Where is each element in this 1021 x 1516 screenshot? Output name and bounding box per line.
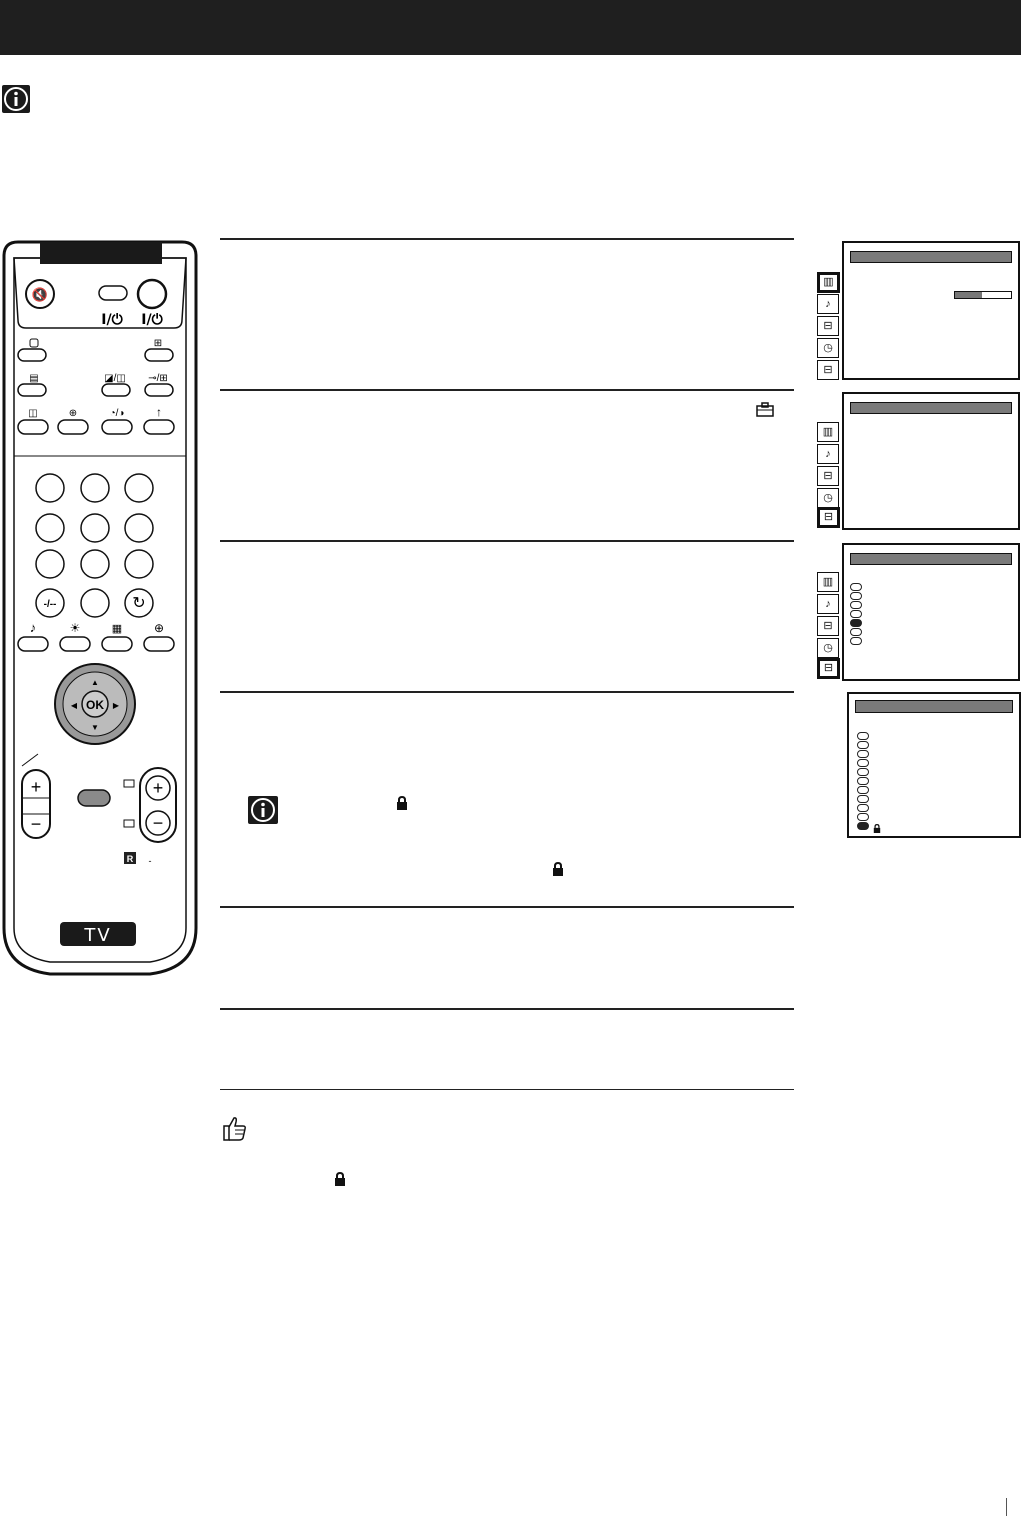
timer-icon: ◷ — [817, 488, 839, 508]
padlock-icon — [552, 862, 564, 876]
osd-title-bar — [855, 700, 1013, 713]
osd-title-bar — [850, 402, 1012, 414]
music-note-icon: ♪ — [817, 444, 839, 464]
toolbox-icon: ⊟ — [817, 658, 840, 679]
svg-text:⊕: ⊕ — [68, 408, 78, 419]
osd-tabs-2 — [817, 422, 843, 528]
svg-text:I/⏻: I/⏻ — [141, 312, 163, 328]
svg-text:▼: ▼ — [91, 723, 99, 732]
padlock-icon — [873, 820, 881, 829]
toolbox-icon: ⊟ — [817, 360, 839, 380]
svg-text:-: - — [148, 856, 152, 866]
svg-text:+: + — [152, 778, 164, 798]
toolbox-icon: ⊟ — [817, 507, 840, 528]
thumbs-up-icon — [220, 1114, 248, 1142]
page-number-divider — [1006, 1498, 1007, 1516]
svg-text:⊞: ⊞ — [153, 338, 163, 349]
toolbox-icon — [755, 401, 775, 417]
header-bar — [0, 0, 1021, 55]
osd-tabs-1 — [817, 272, 843, 378]
music-note-icon: ♪ — [817, 594, 839, 614]
svg-text:R: R — [126, 854, 134, 864]
section-rule-2 — [220, 389, 794, 391]
feature-icon: ⊟ — [817, 616, 839, 636]
svg-text:OK: OK — [86, 698, 104, 712]
padlock-icon — [334, 1172, 346, 1186]
svg-text:◀: ◀ — [70, 701, 78, 710]
svg-text:−: − — [152, 813, 164, 833]
feature-icon: ⊟ — [817, 466, 839, 486]
section-rule-3 — [220, 540, 794, 542]
svg-text:⊸/⊞: ⊸/⊞ — [148, 373, 168, 384]
svg-text:☀: ☀ — [69, 621, 81, 635]
osd-menu-picture — [842, 241, 1020, 380]
osd-level-bar — [954, 291, 1012, 299]
svg-text:🔇: 🔇 — [31, 288, 49, 303]
section-rule-7 — [220, 1089, 794, 1090]
picture-icon: ▥ — [817, 272, 840, 293]
osd-menu-setup — [842, 392, 1020, 530]
svg-text:-/--: -/-- — [43, 599, 57, 610]
svg-text:⊕: ⊕ — [153, 621, 165, 635]
tv-label: TV — [84, 925, 112, 946]
remote-control — [0, 238, 200, 980]
picture-icon: ▥ — [817, 422, 839, 442]
svg-text:▲: ▲ — [91, 678, 99, 687]
timer-icon: ◷ — [817, 638, 839, 658]
svg-text:◪/◫: ◪/◫ — [104, 373, 126, 384]
osd-menu-lock — [847, 692, 1021, 838]
section-rule-1 — [220, 238, 794, 240]
svg-text:◫: ◫ — [28, 408, 38, 419]
info-icon — [248, 796, 278, 824]
padlock-icon — [396, 796, 408, 810]
svg-text:◔/◑: ◔/◑ — [109, 408, 125, 419]
osd-title-bar — [850, 553, 1012, 565]
svg-text:I/⏻: I/⏻ — [101, 312, 123, 328]
section-rule-6 — [220, 1008, 794, 1010]
info-icon — [2, 85, 30, 113]
feature-icon: ⊟ — [817, 316, 839, 336]
svg-text:−: − — [30, 814, 42, 834]
svg-text:↑: ↑ — [156, 405, 162, 419]
svg-text:▦: ▦ — [111, 623, 123, 635]
svg-text:+: + — [30, 777, 42, 797]
svg-text:♪: ♪ — [29, 620, 37, 635]
music-note-icon: ♪ — [817, 294, 839, 314]
svg-text:↻: ↻ — [132, 595, 146, 612]
osd-title-bar — [850, 251, 1012, 263]
osd-menu-list — [842, 543, 1020, 681]
section-rule-5 — [220, 906, 794, 908]
svg-text:▶: ▶ — [112, 701, 120, 710]
section-rule-4 — [220, 691, 794, 693]
svg-text:▤: ▤ — [29, 373, 39, 384]
osd-tabs-3 — [817, 572, 843, 678]
timer-icon: ◷ — [817, 338, 839, 358]
picture-icon: ▥ — [817, 572, 839, 592]
